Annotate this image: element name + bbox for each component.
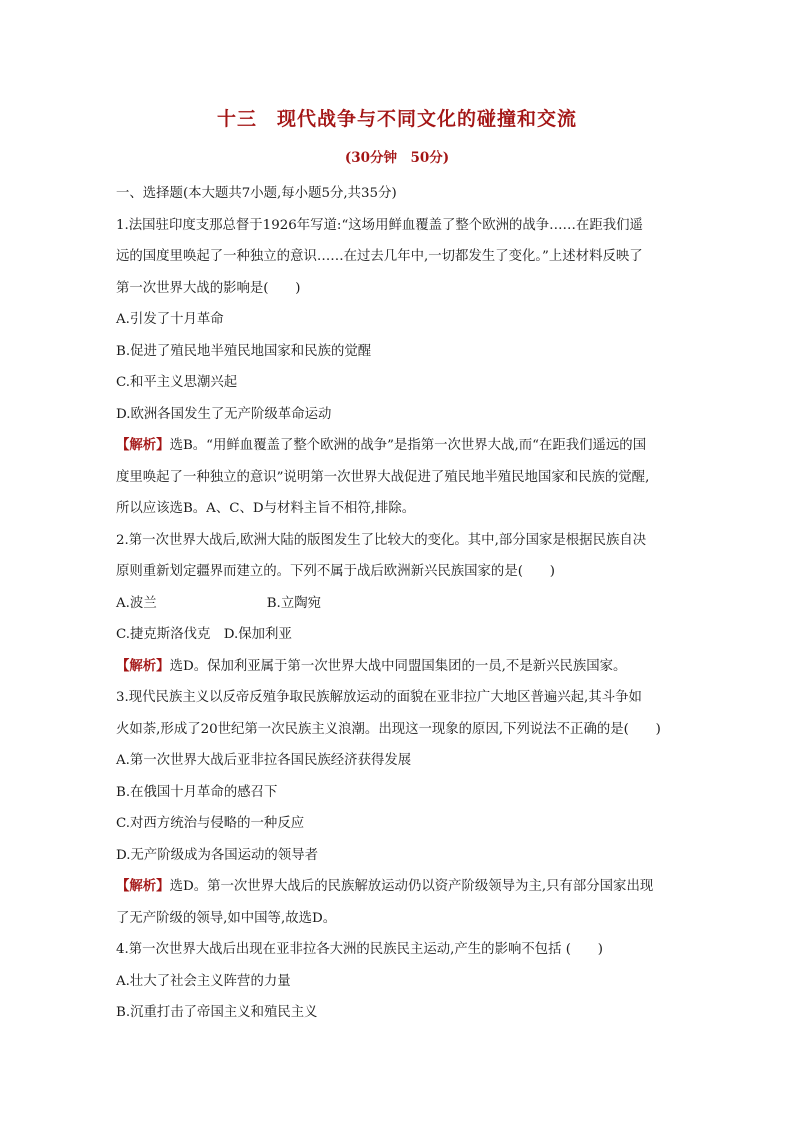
q4-option-b: B.沉重打击了帝国主义和殖民主义 xyxy=(116,1005,318,1020)
page-subtitle: (30分钟 50分) xyxy=(344,150,450,166)
q1-option-b: B.促进了殖民地半殖民地国家和民族的觉醒 xyxy=(116,343,372,359)
q1-analysis-line: 所以应该选B。A、C、D与材料主旨不相符,排除。 xyxy=(116,501,416,516)
q3-option-b: B.在俄国十月革命的感召下 xyxy=(116,784,278,800)
q3-analysis-line: 了无产阶级的领导,如中国等,故选D。 xyxy=(116,910,337,926)
q1-option-d: D.欧洲各国发生了无产阶级革命运动 xyxy=(116,406,332,422)
q1-analysis-text: 选B。“用鲜血覆盖了整个欧洲的战争”是指第一次世界大战,而“在距我们遥远的国 xyxy=(169,438,647,453)
q2-stem-line: 原则重新划定疆界而建立的。下列不属于战后欧洲新兴民族国家的是( ) xyxy=(116,564,555,579)
q2-options-cd: C.捷克斯洛伐克 D.保加利亚 xyxy=(116,627,292,642)
q1-stem-line: 远的国度里唤起了一种独立的意识……在过去几年中,一切都发生了变化。”上述材料反映了 xyxy=(116,249,643,264)
q3-option-c: C.对西方统治与侵略的一种反应 xyxy=(116,816,305,831)
q2-analysis-line xyxy=(116,651,682,683)
section-heading: 一、选择题(本大题共7小题,每小题5分,共35分) xyxy=(116,186,397,201)
q2-option-b: B.立陶宛 xyxy=(266,595,321,611)
q2-stem-line: 2.第一次世界大战后,欧洲大陆的版图发生了比较大的变化。其中,部分国家是根据民族自决 xyxy=(116,532,647,548)
q3-stem-line: 3.现代民族主义以反帝反殖争取民族解放运动的面貌在亚非拉广大地区普遍兴起,其斗争如 xyxy=(116,690,642,705)
q1-stem-line: 1.法国驻印度支那总督于1926年写道:“这场用鲜血覆盖了整个欧洲的战争……在距我们遥 xyxy=(116,217,643,233)
q2-analysis-text: 选D。保加利亚属于第一次世界大战中同盟国集团的一员,不是新兴民族国家。 xyxy=(169,658,627,674)
analysis-tag: 【解析】 xyxy=(116,657,170,674)
q1-option-a: A.引发了十月革命 xyxy=(116,312,224,327)
q3-option-d: D.无产阶级成为各国运动的领导者 xyxy=(116,847,318,863)
q3-option-a: A.第一次世界大战后亚非拉各国民族经济获得发展 xyxy=(116,753,412,768)
q2-option-a: A.波兰 xyxy=(116,595,157,611)
q3-stem-line: 火如荼,形成了20世纪第一次民族主义浪潮。出现这一现象的原因,下列说法不正确的是( ) xyxy=(116,721,661,737)
q1-analysis-line xyxy=(116,430,682,462)
q4-stem-line: 4.第一次世界大战后出现在亚非拉各大洲的民族民主运动,产生的影响不包括 ( ) xyxy=(116,942,604,957)
q1-stem-line: 第一次世界大战的影响是( ) xyxy=(116,280,301,296)
analysis-tag: 【解析】 xyxy=(116,437,170,453)
q2-options-ab xyxy=(116,588,682,620)
q1-option-c: C.和平主义思潮兴起 xyxy=(116,375,238,390)
q4-option-a: A.壮大了社会主义阵营的力量 xyxy=(116,973,291,989)
analysis-tag: 【解析】 xyxy=(116,878,170,894)
document-body xyxy=(116,178,682,1029)
q1-analysis-line: 度里唤起了一种独立的意识”说明第一次世界大战促进了殖民地半殖民地国家和民族的觉醒, xyxy=(116,469,650,485)
page-title: 十三 现代战争与不同文化的碰撞和交流 xyxy=(216,108,577,130)
q3-analysis-text: 选D。第一次世界大战后的民族解放运动仍以资产阶级领导为主,只有部分国家出现 xyxy=(169,879,654,894)
q3-analysis-line xyxy=(116,871,682,903)
